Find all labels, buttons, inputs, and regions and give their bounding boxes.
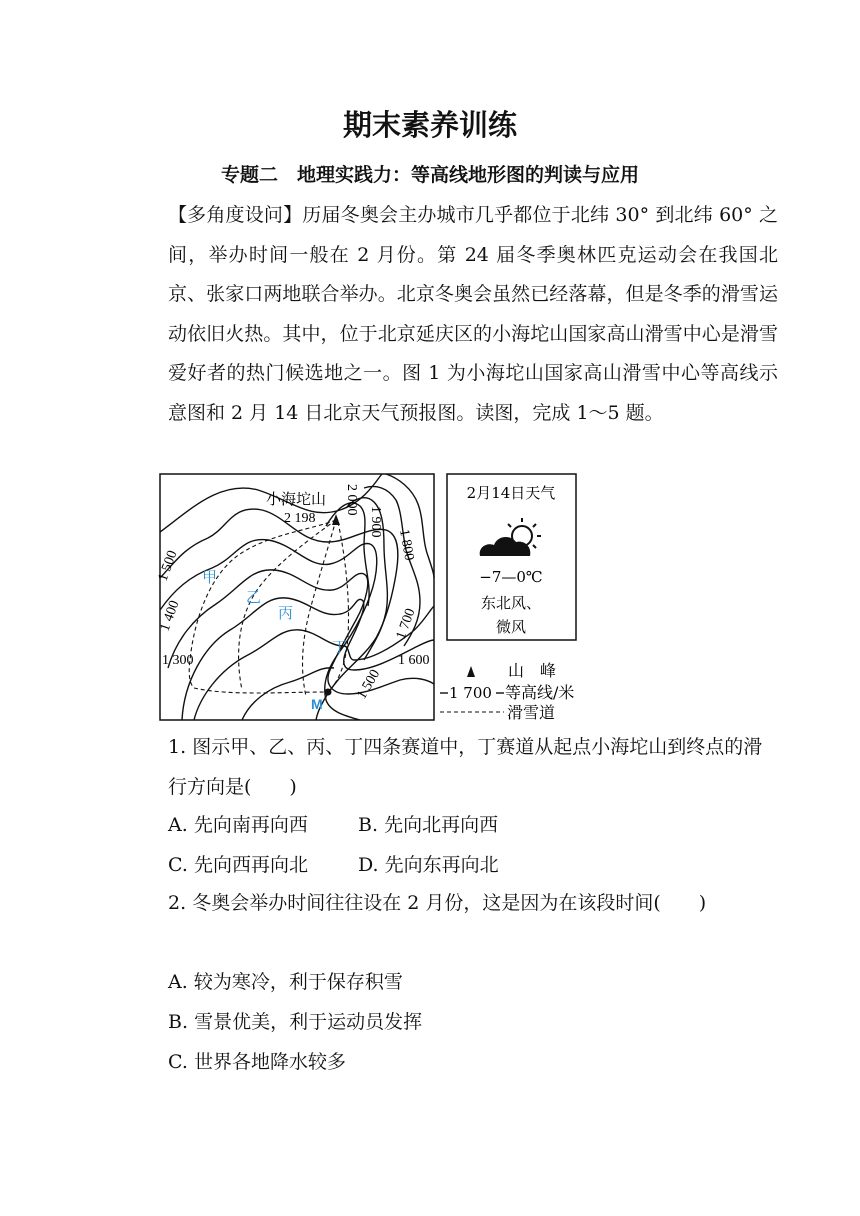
q1-option-b-key: B.	[358, 814, 379, 836]
legend-peak-label: 山 峰	[508, 661, 557, 680]
sun-behind-cloud-icon	[480, 518, 541, 556]
contour-label-1400: 1 400	[157, 598, 183, 634]
contour-map-figure	[150, 470, 600, 725]
q1-option-a-text: 先向南再向西	[193, 814, 308, 836]
q1-option-b-text: 先向北再向西	[384, 814, 499, 836]
contour-label-1500-west: 1 500	[155, 548, 181, 584]
contour-label-1300: 1 300	[162, 653, 194, 668]
q2-option-a-text: 较为寒冷，利于保存积雪	[193, 971, 403, 993]
contour-label-1800: 1 800	[396, 528, 417, 562]
q1-option-c-key: C.	[168, 854, 188, 876]
run-label-jia: 甲	[202, 568, 218, 586]
q2-option-a[interactable]	[168, 967, 403, 997]
intro-lead: 【多角度设问】	[168, 204, 303, 226]
contour-label-2000: 2 000	[344, 484, 359, 516]
q1-option-a[interactable]	[168, 810, 308, 840]
weather-title: 2月14日天气	[466, 484, 556, 502]
contour-label-1900: 1 900	[368, 506, 383, 538]
q1-option-d-key: D.	[358, 854, 379, 876]
peak-elevation-label: 2 198	[284, 511, 316, 526]
legend-contour-label: 等高线/米	[505, 683, 575, 702]
weather-wind-line1: 东北风、	[480, 594, 542, 612]
peak-name-label: 小海坨山	[266, 492, 327, 508]
q2-option-c-text: 世界各地降水较多	[193, 1051, 346, 1073]
question-2	[128, 884, 738, 924]
weather-wind-line2: 微风	[495, 618, 527, 636]
question-1-number: 1.	[168, 736, 187, 758]
q1-option-d-text: 先向东再向北	[384, 854, 499, 876]
weather-temperature: −7—0℃	[479, 568, 543, 586]
intro-text: 历届冬奥会主办城市几乎都位于北纬 30° 到北纬 60° 之间，举办时间一般在 2 月份。第 24 届冬季奥林匹克运动会在我国北京、张家口两地联合举办。北京冬奥会虽然已经落幕，但是冬季的滑雪运动依旧火热。其中，位于北京延庆区的小海坨山国家高山滑雪中心是滑雪爱好者的热门候选地之一。图 1 为小海坨山国家高山滑雪中心等高线示意图和 2 月 14 日北京天气预报图。读图，完成 1～5 题。	[168, 204, 778, 424]
q1-option-d[interactable]	[358, 850, 499, 880]
run-label-ding: 丁	[332, 638, 348, 656]
q2-option-a-key: A.	[168, 971, 188, 993]
legend-peak-symbol	[467, 666, 475, 677]
question-2-text: 冬奥会举办时间往往设在 2 月份，这是因为在该段时间( )	[192, 892, 707, 914]
point-m-label: M	[311, 696, 323, 712]
q1-option-b[interactable]	[358, 810, 498, 840]
q2-option-c-key: C.	[168, 1051, 188, 1073]
page-title: 期末素养训练	[342, 108, 517, 142]
q2-option-c[interactable]	[168, 1047, 346, 1077]
ski-runs	[189, 520, 348, 696]
map-legend	[440, 661, 574, 722]
q2-option-b-key: B.	[168, 1011, 189, 1033]
q1-option-c[interactable]	[168, 850, 308, 880]
contour-label-1700: 1 700	[393, 606, 419, 642]
point-m-marker	[325, 689, 332, 696]
run-label-yi: 乙	[246, 588, 262, 606]
question-2-number: 2.	[168, 892, 187, 914]
q1-option-a-key: A.	[168, 814, 188, 836]
section-subtitle: 专题二 地理实践力：等高线地形图的判读与应用	[220, 164, 639, 186]
question-1	[128, 728, 778, 807]
intro-paragraph	[128, 196, 778, 433]
question-1-text: 图示甲、乙、丙、丁四条赛道中，丁赛道从起点小海坨山到终点的滑行方向是( )	[168, 736, 763, 798]
contour-label-1500-east: 1 500	[354, 667, 384, 702]
legend-contour-value: 1 700	[449, 684, 492, 702]
contour-label-1600: 1 600	[398, 653, 430, 668]
legend-ski-label: 滑雪道	[507, 703, 556, 722]
q1-option-c-text: 先向西再向北	[193, 854, 308, 876]
q2-option-b[interactable]	[168, 1007, 422, 1037]
run-label-bing: 丙	[278, 604, 294, 622]
q2-option-b-text: 雪景优美，利于运动员发挥	[194, 1011, 423, 1033]
